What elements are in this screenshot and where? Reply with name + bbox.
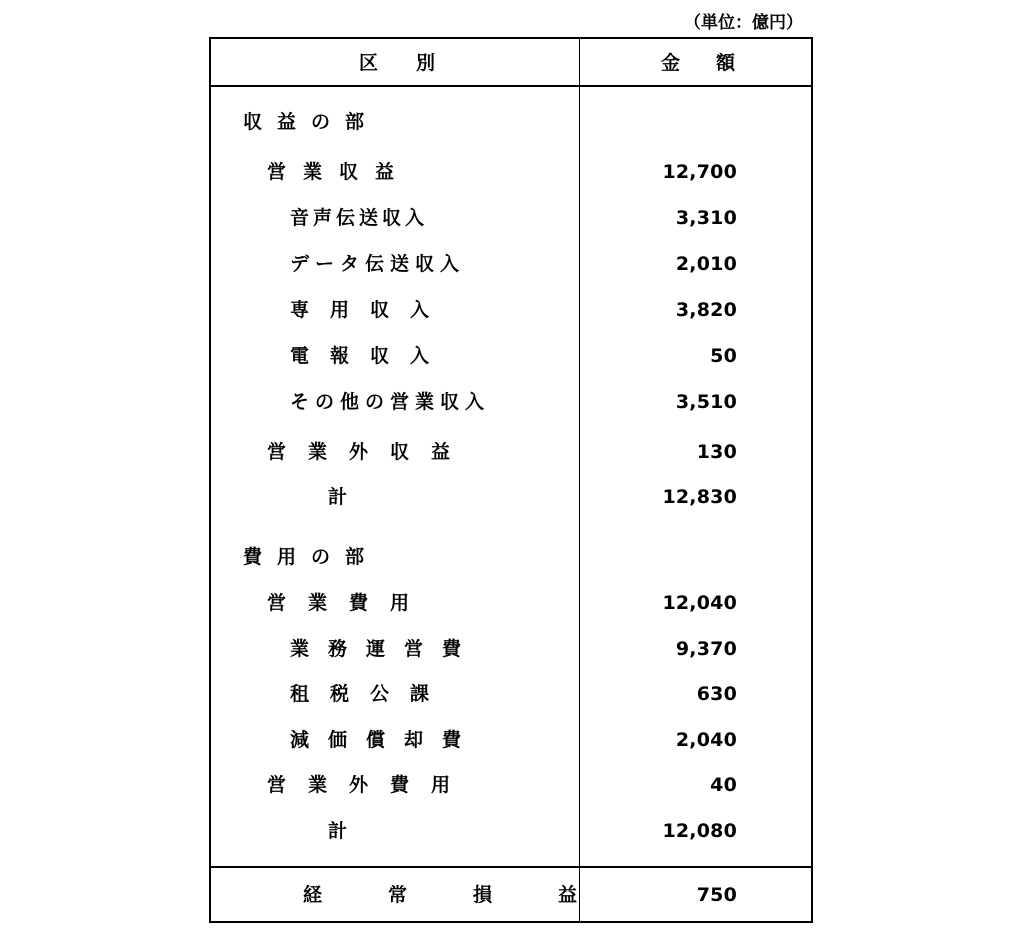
row-label-telegram: 電報収入 (290, 345, 451, 367)
row-value-voice: 3,310 (675, 207, 737, 229)
row-label-operating-revenue: 営業収益 (267, 161, 412, 183)
row-label-depreciation: 減価償却費 (290, 729, 481, 751)
footer-ordinary-profit-label: 経常損益 (303, 884, 644, 906)
row-value-depreciation: 2,040 (675, 729, 737, 751)
row-label-data: データ伝送収入 (290, 253, 466, 275)
row-value-leased: 3,820 (675, 299, 737, 321)
row-value-revenue-total: 12,830 (662, 486, 737, 508)
row-label-expense-total: 計 (328, 820, 348, 842)
row-value-telegram: 50 (710, 345, 737, 367)
row-value-non-operating-revenue: 130 (696, 441, 737, 463)
row-label-operating-expenses: 営業費用 (267, 592, 432, 614)
row-label-non-operating-expenses: 営業外費用 (267, 774, 473, 796)
header-amount: 金額 (661, 52, 772, 74)
row-label-non-operating-revenue: 営業外収益 (267, 441, 473, 463)
row-value-expense-total: 12,080 (662, 820, 737, 842)
footer-ordinary-profit-value: 750 (696, 884, 737, 906)
section-revenue: 収益の部 (243, 111, 380, 133)
row-value-taxes: 630 (696, 683, 737, 705)
row-label-other-operating: その他の営業収入 (290, 391, 491, 413)
income-statement-table (209, 37, 813, 923)
row-value-operating-revenue: 12,700 (662, 161, 737, 183)
unit-note: （単位：億円） (684, 13, 803, 33)
row-value-non-operating-expenses: 40 (710, 774, 737, 796)
section-expenses: 費用の部 (243, 546, 380, 568)
row-value-business-operations: 9,370 (675, 638, 737, 660)
header-category: 区別 (359, 52, 474, 74)
row-label-taxes: 租税公課 (290, 683, 451, 705)
footer-divider (211, 866, 811, 868)
row-value-data: 2,010 (675, 253, 737, 275)
row-label-leased: 専用収入 (290, 299, 451, 321)
row-value-other-operating: 3,510 (675, 391, 737, 413)
row-label-business-operations: 業務運営費 (290, 638, 481, 660)
header-divider (211, 85, 811, 87)
row-label-voice: 音声伝送収入 (290, 207, 429, 229)
row-label-revenue-total: 計 (328, 486, 348, 508)
row-value-operating-expenses: 12,040 (662, 592, 737, 614)
column-divider (579, 39, 580, 921)
